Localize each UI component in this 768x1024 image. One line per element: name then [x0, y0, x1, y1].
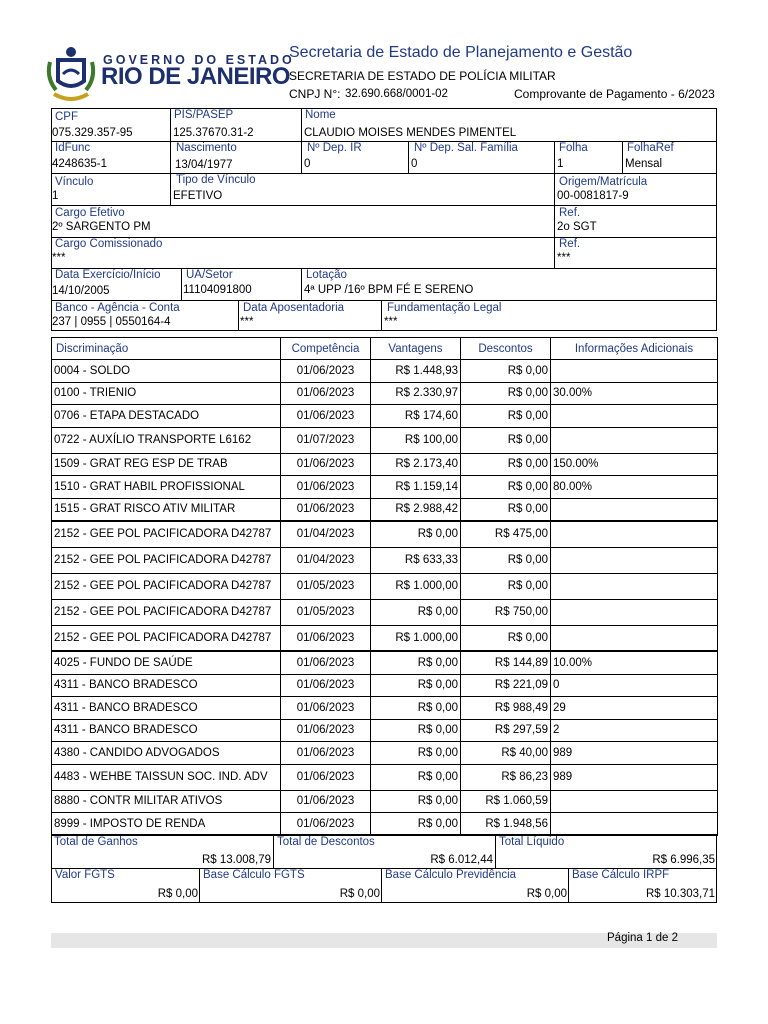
row-informacoes: [551, 427, 718, 453]
row-descontos: R$ 0,00: [461, 498, 551, 521]
row-discriminacao: 0722 - AUXÍLIO TRANSPORTE L6162: [52, 427, 281, 453]
row-discriminacao: 4311 - BANCO BRADESCO: [52, 697, 281, 720]
table-row: [52, 625, 718, 651]
table-row: [52, 521, 718, 547]
row-competencia: 01/04/2023: [281, 521, 371, 547]
ref1-value: 2o SGT: [557, 221, 597, 233]
payment-table: [51, 337, 718, 836]
cargo-label: Cargo Efetivo: [55, 207, 125, 219]
total-liquido-label: Total Líquido: [499, 836, 565, 848]
row-informacoes: [551, 790, 718, 813]
dep-sal-label: Nº Dep. Sal. Família: [414, 142, 518, 154]
row-discriminacao: 2152 - GEE POL PACIFICADORA D42787: [52, 573, 281, 599]
table-row: [52, 674, 718, 697]
folha-label: Folha: [559, 142, 588, 154]
dep-ir-label: Nº Dep. IR: [307, 142, 362, 154]
header-discriminacao: Discriminação: [52, 338, 281, 360]
row-informacoes: 150.00%: [551, 453, 718, 476]
lotacao-label: Lotação: [306, 269, 347, 281]
row-vantagens: R$ 0,00: [371, 742, 461, 765]
row-informacoes: [551, 573, 718, 599]
row-descontos: R$ 221,09: [461, 674, 551, 697]
cpf-label: CPF: [55, 111, 78, 123]
row-descontos: R$ 0,00: [461, 382, 551, 405]
row-competencia: 01/06/2023: [281, 674, 371, 697]
row-vantagens: R$ 633,33: [371, 547, 461, 573]
row-vantagens: R$ 0,00: [371, 764, 461, 790]
row-vantagens: R$ 0,00: [371, 719, 461, 742]
table-row: [52, 405, 718, 428]
row-informacoes: 29: [551, 697, 718, 720]
row-descontos: R$ 0,00: [461, 476, 551, 499]
row-vantagens: R$ 174,60: [371, 405, 461, 428]
page-number: Página 1 de 2: [607, 932, 678, 944]
nome-value: CLAUDIO MOISES MENDES PIMENTEL: [304, 127, 517, 139]
row-descontos: R$ 40,00: [461, 742, 551, 765]
row-competencia: 01/06/2023: [281, 813, 371, 836]
nascimento-label: Nascimento: [176, 142, 237, 154]
tipo-vinculo-label: Tipo de Vínculo: [176, 174, 256, 186]
row-vantagens: R$ 0,00: [371, 521, 461, 547]
logo-line-2: RIO DE JANEIRO: [101, 63, 291, 90]
row-informacoes: 0: [551, 674, 718, 697]
tipo-vinculo-value: EFETIVO: [173, 190, 223, 202]
row-discriminacao: 2152 - GEE POL PACIFICADORA D42787: [52, 625, 281, 651]
row-vantagens: R$ 2.988,42: [371, 498, 461, 521]
valor-fgts-label: Valor FGTS: [55, 869, 115, 881]
subtitle: SECRETARIA DE ESTADO DE POLÍCIA MILITAR: [289, 69, 556, 83]
table-row: [52, 476, 718, 499]
row-vantagens: R$ 0,00: [371, 790, 461, 813]
row-descontos: R$ 1.948,56: [461, 813, 551, 836]
row-discriminacao: 4483 - WEHBE TAISSUN SOC. IND. ADV: [52, 764, 281, 790]
row-vantagens: R$ 2.330,97: [371, 382, 461, 405]
row-vantagens: R$ 0,00: [371, 651, 461, 674]
vinculo-value: 1: [52, 190, 59, 202]
table-row: [52, 427, 718, 453]
row-competencia: 01/06/2023: [281, 453, 371, 476]
total-ganhos-label: Total de Ganhos: [54, 836, 138, 848]
row-informacoes: [551, 521, 718, 547]
row-informacoes: [551, 599, 718, 625]
row-discriminacao: 1510 - GRAT HABIL PROFISSIONAL: [52, 476, 281, 499]
table-row: [52, 599, 718, 625]
header-descontos: Descontos: [461, 338, 551, 360]
row-informacoes: 80.00%: [551, 476, 718, 499]
data-aposentadoria-label: Data Aposentadoria: [243, 302, 345, 314]
cpf-value: 075.329.357-95: [52, 127, 133, 139]
row-competencia: 01/06/2023: [281, 360, 371, 383]
lotacao-value: 4ª UPP /16º BPM FÉ E SERENO: [304, 284, 474, 296]
row-competencia: 01/07/2023: [281, 427, 371, 453]
row-informacoes: [551, 625, 718, 651]
row-informacoes: [551, 813, 718, 836]
table-row: [52, 697, 718, 720]
row-descontos: R$ 0,00: [461, 405, 551, 428]
row-competencia: 01/06/2023: [281, 382, 371, 405]
data-aposentadoria-value: ***: [240, 316, 254, 328]
row-vantagens: R$ 0,00: [371, 697, 461, 720]
ref2-label: Ref.: [559, 238, 581, 250]
row-competencia: 01/06/2023: [281, 742, 371, 765]
row-vantagens: R$ 0,00: [371, 674, 461, 697]
fundamentacao-label: Fundamentação Legal: [387, 302, 502, 314]
row-descontos: R$ 0,00: [461, 360, 551, 383]
folha-value: 1: [557, 158, 564, 170]
row-informacoes: [551, 405, 718, 428]
total-liquido-value: R$ 6.996,35: [652, 854, 715, 866]
table-row: [52, 547, 718, 573]
row-competencia: 01/06/2023: [281, 764, 371, 790]
vinculo-label: Vínculo: [55, 176, 94, 188]
dep-ir-value: 0: [304, 158, 311, 170]
table-row: [52, 453, 718, 476]
table-row: [52, 764, 718, 790]
header-informacoes: Informações Adicionais: [551, 338, 718, 360]
row-discriminacao: 2152 - GEE POL PACIFICADORA D42787: [52, 521, 281, 547]
row-informacoes: [551, 498, 718, 521]
table-row: [52, 813, 718, 836]
row-competencia: 01/05/2023: [281, 573, 371, 599]
row-competencia: 01/05/2023: [281, 599, 371, 625]
banco-value: 237 | 0955 | 0550164-4: [52, 316, 171, 328]
row-discriminacao: 2152 - GEE POL PACIFICADORA D42787: [52, 599, 281, 625]
table-row: [52, 382, 718, 405]
table-row: [52, 790, 718, 813]
origem-value: 00-0081817-9: [557, 190, 629, 202]
folharef-value: Mensal: [625, 158, 663, 170]
ua-setor-value: 11104091800: [183, 284, 252, 296]
row-vantagens: R$ 2.173,40: [371, 453, 461, 476]
row-descontos: R$ 0,00: [461, 573, 551, 599]
row-descontos: R$ 750,00: [461, 599, 551, 625]
row-descontos: R$ 475,00: [461, 521, 551, 547]
table-header-row: [52, 338, 718, 360]
table-row: [52, 651, 718, 674]
row-discriminacao: 2152 - GEE POL PACIFICADORA D42787: [52, 547, 281, 573]
row-descontos: R$ 0,00: [461, 547, 551, 573]
base-fgts-value: R$ 0,00: [339, 888, 380, 900]
row-vantagens: R$ 1.448,93: [371, 360, 461, 383]
cnpj-label: CNPJ N°:: [289, 87, 341, 101]
row-competencia: 01/06/2023: [281, 498, 371, 521]
row-discriminacao: 8999 - IMPOSTO DE RENDA: [52, 813, 281, 836]
base-irpf-label: Base Cálculo IRPF: [572, 869, 670, 881]
state-coat-of-arms-icon: [46, 44, 96, 106]
nascimento-value: 13/04/1977: [175, 159, 233, 171]
fundamentacao-value: ***: [384, 316, 398, 328]
row-informacoes: 30.00%: [551, 382, 718, 405]
cargo-comissionado-label: Cargo Comissionado: [55, 238, 163, 250]
row-discriminacao: 0100 - TRIENIO: [52, 382, 281, 405]
cnpj-value: 32.690.668/0001-02: [345, 88, 448, 100]
table-row: [52, 573, 718, 599]
base-previdencia-value: R$ 0,00: [526, 888, 567, 900]
row-discriminacao: 1509 - GRAT REG ESP DE TRAB: [52, 453, 281, 476]
row-discriminacao: 0706 - ETAPA DESTACADO: [52, 405, 281, 428]
page-title: Secretaria de Estado de Planejamento e Gestão: [289, 44, 633, 61]
row-competencia: 01/06/2023: [281, 476, 371, 499]
total-descontos-label: Total de Descontos: [277, 836, 375, 848]
row-vantagens: R$ 0,00: [371, 599, 461, 625]
row-descontos: R$ 1.060,59: [461, 790, 551, 813]
pis-value: 125.37670.31-2: [173, 127, 254, 139]
banco-label: Banco - Agência - Conta: [55, 302, 180, 314]
ref2-value: ***: [557, 252, 571, 264]
row-informacoes: 10.00%: [551, 651, 718, 674]
receipt-label: Comprovante de Pagamento - 6/2023: [514, 87, 715, 101]
row-descontos: R$ 144,89: [461, 651, 551, 674]
row-vantagens: R$ 0,00: [371, 813, 461, 836]
ua-setor-label: UA/Setor: [186, 269, 233, 281]
row-discriminacao: 4311 - BANCO BRADESCO: [52, 674, 281, 697]
logo-line-1: GOVERNO DO ESTADO: [103, 53, 295, 67]
base-previdencia-label: Base Cálculo Previdência: [385, 869, 517, 881]
cargo-comissionado-value: ***: [52, 252, 66, 264]
base-irpf-value: R$ 10.303,71: [645, 888, 715, 900]
nome-label: Nome: [305, 109, 336, 121]
dep-sal-value: 0: [411, 158, 418, 170]
valor-fgts-value: R$ 0,00: [157, 888, 198, 900]
row-vantagens: R$ 1.000,00: [371, 573, 461, 599]
row-discriminacao: 4025 - FUNDO DE SAÚDE: [52, 651, 281, 674]
idfunc-value: 4248635-1: [52, 158, 107, 170]
table-row: [52, 742, 718, 765]
row-competencia: 01/06/2023: [281, 405, 371, 428]
origem-label: Origem/Matrícula: [559, 176, 648, 188]
row-informacoes: [551, 360, 718, 383]
row-discriminacao: 4380 - CANDIDO ADVOGADOS: [52, 742, 281, 765]
table-row: [52, 360, 718, 383]
total-descontos-value: R$ 6.012,44: [430, 854, 493, 866]
row-discriminacao: 0004 - SOLDO: [52, 360, 281, 383]
ref1-label: Ref.: [559, 207, 581, 219]
table-row: [52, 498, 718, 521]
row-vantagens: R$ 1.159,14: [371, 476, 461, 499]
row-competencia: 01/06/2023: [281, 719, 371, 742]
folharef-label: FolhaRef: [627, 142, 674, 154]
table-row: [52, 719, 718, 742]
row-descontos: R$ 86,23: [461, 764, 551, 790]
row-discriminacao: 4311 - BANCO BRADESCO: [52, 719, 281, 742]
row-competencia: 01/04/2023: [281, 547, 371, 573]
row-vantagens: R$ 1.000,00: [371, 625, 461, 651]
row-informacoes: 989: [551, 742, 718, 765]
header-competencia: Competência: [281, 338, 371, 360]
idfunc-label: IdFunc: [55, 142, 91, 154]
row-competencia: 01/06/2023: [281, 625, 371, 651]
base-fgts-label: Base Cálculo FGTS: [203, 869, 305, 881]
row-vantagens: R$ 100,00: [371, 427, 461, 453]
data-exercicio-value: 14/10/2005: [52, 285, 110, 297]
row-informacoes: 989: [551, 764, 718, 790]
row-competencia: 01/06/2023: [281, 651, 371, 674]
row-descontos: R$ 0,00: [461, 427, 551, 453]
row-competencia: 01/06/2023: [281, 790, 371, 813]
row-discriminacao: 8880 - CONTR MILITAR ATIVOS: [52, 790, 281, 813]
total-ganhos-value: R$ 13.008,79: [201, 854, 271, 866]
row-informacoes: [551, 547, 718, 573]
pis-label: PIS/PASEP: [174, 109, 234, 121]
data-exercicio-label: Data Exercício/Início: [55, 269, 161, 281]
row-descontos: R$ 0,00: [461, 625, 551, 651]
row-descontos: R$ 297,59: [461, 719, 551, 742]
row-informacoes: 2: [551, 719, 718, 742]
row-descontos: R$ 988,49: [461, 697, 551, 720]
cargo-value: 2º SARGENTO PM: [52, 221, 151, 233]
header-vantagens: Vantagens: [371, 338, 461, 360]
row-discriminacao: 1515 - GRAT RISCO ATIV MILITAR: [52, 498, 281, 521]
row-competencia: 01/06/2023: [281, 697, 371, 720]
row-descontos: R$ 0,00: [461, 453, 551, 476]
